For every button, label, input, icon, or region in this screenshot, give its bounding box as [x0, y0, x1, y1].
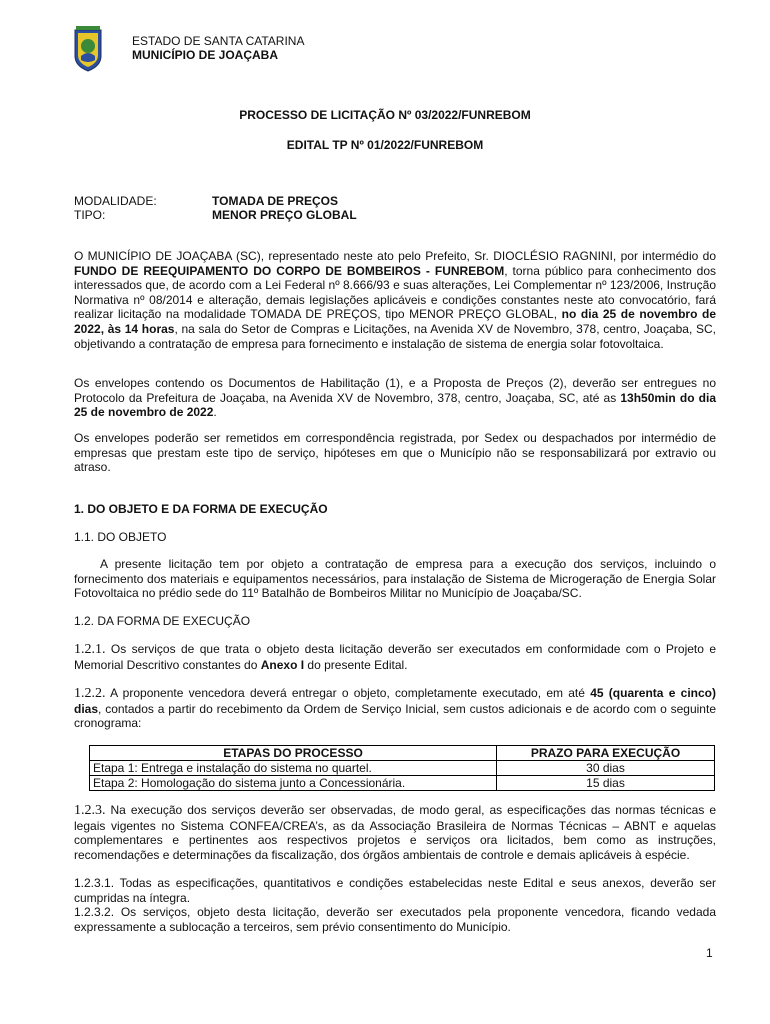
table-row [90, 761, 715, 776]
page-number: 1 [706, 946, 713, 960]
section-1-heading: 1. DO OBJETO E DA FORMA DE EXECUÇÃO [74, 502, 328, 516]
item-1-2-3-1: 1.2.3.1. Todas as especificações, quantitativos e condições estabelecidas neste Edital e seus anexos, deverão ser cumpridas na íntegra. [74, 876, 716, 905]
edital-title: EDITAL TP Nº 01/2022/FUNREBOM [286, 138, 484, 152]
intro-paragraph-1: O MUNICÍPIO DE JOAÇABA (SC), representado neste ato pelo Prefeito, Sr. DIOCLÉSIO RAGNINI, por intermédio do FUNDO DE REEQUIPAMENTO DO CORPO DE BOMBEIROS - FUNREBOM, torna público para conhecimento dos interessados que, de acordo com a Lei Federal nº 8.666/93 e suas alterações, Lei Complementar nº 123/2006, Instrução Normativa nº 08/2014 e alteração, demais legislações aplicáveis e condições constantes neste ato convocatório, fará realizar licitação na modalidade TOMADA DE PREÇOS, tipo MENOR PREÇO GLOBAL, no dia 25 de novembro de 2022, às 14 horas, na sala do Setor de Compras e Licitações, na Avenida XV de Novembro, 378, centro, Joaçaba, SC, objetivando a contratação de empresa para fornecimento e instalação de sistema de energia solar fotovoltaica. [74, 249, 717, 351]
tipo-value: MENOR PREÇO GLOBAL [212, 208, 357, 222]
item-1-2-3-2: 1.2.3.2. Os serviços, objeto desta licitação, deverão ser executados pela proponente vencedora, ficando vedada expressamente a sublocação a terceiros, sem prévio consentimento do Município. [74, 905, 716, 934]
modalidade-label: MODALIDADE: [74, 194, 157, 208]
section-1-2-heading: 1.2. DA FORMA DE EXECUÇÃO [74, 614, 251, 628]
table-cell-deadline: 15 dias [497, 776, 715, 791]
intro-paragraph-3: Os envelopes poderão ser remetidos em correspondência registrada, por Sedex ou despachados por intermédio de empresas que prestam este tipo de serviço, hipóteses em que o Município não se responsabilizará por extravio ou atraso. [74, 431, 716, 475]
tipo-label: TIPO: [74, 208, 106, 222]
table-cell-stage: Etapa 1: Entrega e instalação do sistema no quartel. [90, 761, 497, 776]
table-header-stage: ETAPAS DO PROCESSO [90, 746, 497, 761]
municipal-crest-icon [73, 26, 103, 72]
table-header-row [90, 746, 715, 761]
process-title: PROCESSO DE LICITAÇÃO Nº 03/2022/FUNREBOM [239, 108, 531, 122]
item-1-2-2: 1.2.2. A proponente vencedora deverá entregar o objeto, completamente executado, em até 45 (quarenta e cinco) dias, contados a partir do recebimento da Ordem de Serviço Inicial, sem custos adicionais e de acordo com o seguinte cronograma: [74, 686, 716, 731]
modalidade-value: TOMADA DE PREÇOS [212, 194, 339, 208]
table-row [90, 776, 715, 791]
header-municipality: MUNICÍPIO DE JOAÇABA [132, 48, 279, 62]
item-1-2-3: 1.2.3. Na execução dos serviços deverão ser observadas, de modo geral, as especificações das normas técnicas e legais vigentes no Sistema CONFEA/CREA’s, as da Associação Brasileira de Normas Técnicas – ABNT e aquelas complementares e pertinentes aos respectivos projetos e serviços ora licitados, bem como as instruções, recomendações e determinações da fiscalização, dos órgãos ambientais de controle e demais aplicáveis à espécie. [74, 803, 716, 862]
schedule-table [89, 745, 715, 791]
table-header-deadline: PRAZO PARA EXECUÇÃO [497, 746, 715, 761]
intro-paragraph-2: Os envelopes contendo os Documentos de Habilitação (1), e a Proposta de Preços (2), deverão ser entregues no Protocolo da Prefeitura de Joaçaba, na Avenida XV de Novembro, 378, centro, Joaçaba, SC, até as 13h50min do dia 25 de novembro de 2022. [74, 376, 716, 420]
item-1-2-1: 1.2.1. Os serviços de que trata o objeto desta licitação deverão ser executados em conformidade com o Projeto e Memorial Descritivo constantes do Anexo I do presente Edital. [74, 642, 716, 672]
table-cell-stage: Etapa 2: Homologação do sistema junto a Concessionária. [90, 776, 497, 791]
section-1-1-text: A presente licitação tem por objeto a contratação de empresa para a execução dos serviços, incluindo o fornecimento dos materiais e equipamentos necessários, para instalação de Sistema de Microgeração de Energia Solar Fotovoltaica no prédio sede do 11º Batalhão de Bombeiros Militar no Município de Joaçaba/SC. [74, 557, 716, 601]
header-state: ESTADO DE SANTA CATARINA [132, 34, 305, 48]
table-cell-deadline: 30 dias [497, 761, 715, 776]
section-1-1-heading: 1.1. DO OBJETO [74, 530, 167, 544]
